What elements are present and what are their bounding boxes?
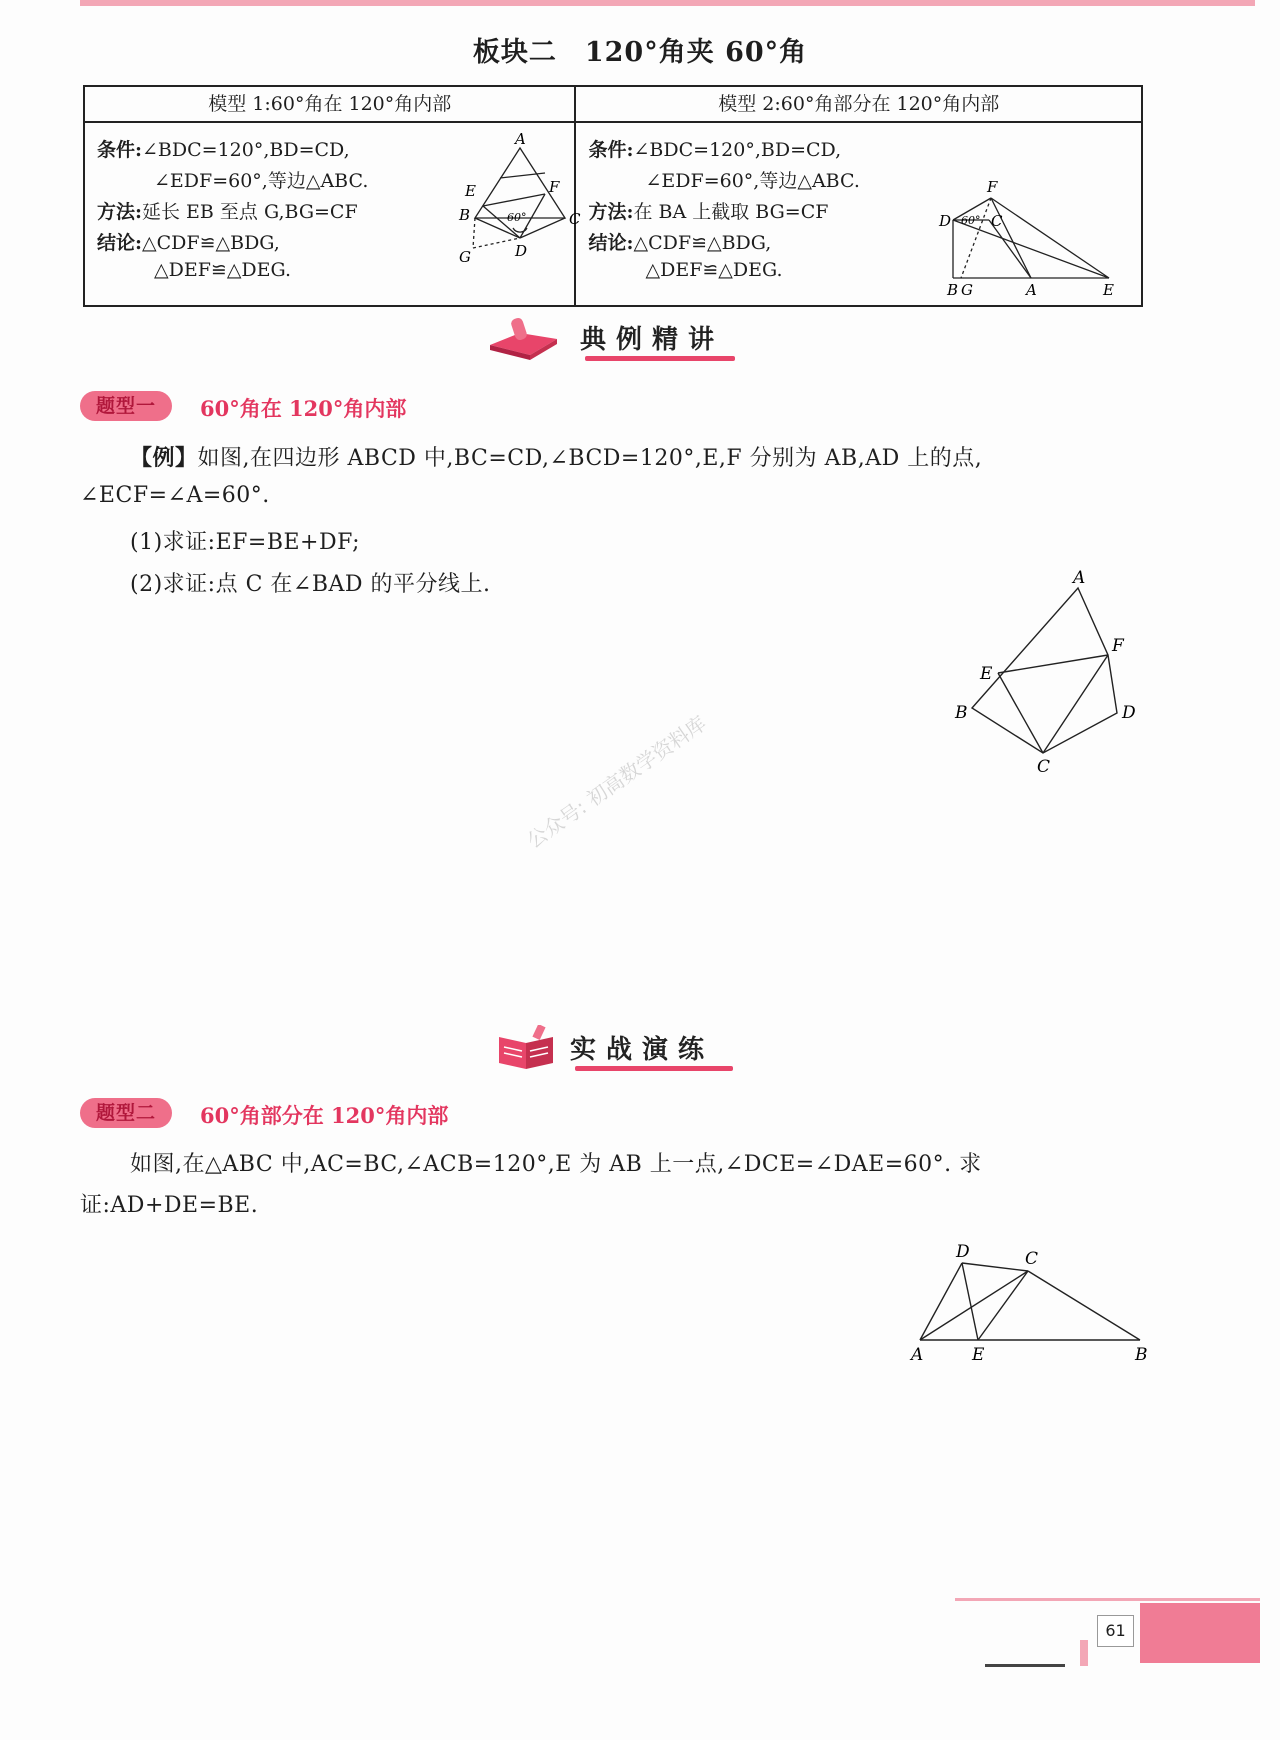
model1-method-text: 延长 EB 至点 G,BG=CF bbox=[142, 201, 358, 223]
model1-label-E: E bbox=[465, 182, 476, 200]
model2-label-C: C bbox=[991, 212, 1003, 230]
model1-label-G: G bbox=[459, 248, 471, 263]
example-line1 bbox=[130, 441, 982, 472]
section-banner-practice-text: 实战演练 bbox=[570, 1035, 715, 1065]
model1-conclusion-label: 结论: bbox=[97, 232, 143, 254]
model1-label-D: D bbox=[515, 242, 528, 260]
model1-cell bbox=[84, 122, 581, 306]
example-label-C: C bbox=[1037, 757, 1051, 777]
model2-cond-label: 条件: bbox=[588, 139, 634, 161]
example-figure bbox=[945, 565, 1145, 780]
watermark: 公众号: 初高数学资料库 bbox=[522, 711, 711, 853]
model2-conclusion-text2: △DEF≌△DEG. bbox=[645, 259, 783, 281]
bulb-book-icon bbox=[485, 315, 560, 361]
example-label-A: A bbox=[1073, 568, 1086, 588]
footer-decor-line2 bbox=[985, 1664, 1065, 1667]
model2-method-label: 方法: bbox=[588, 201, 634, 223]
model1-figure bbox=[445, 128, 595, 263]
practice-label-A: A bbox=[911, 1345, 924, 1365]
section-banner-examples-underline bbox=[585, 356, 735, 361]
section-banner-practice bbox=[495, 1025, 745, 1071]
footer-decor-bar1 bbox=[1080, 1640, 1088, 1666]
page-title: 板块二 120°角夹 60°角 bbox=[472, 37, 808, 68]
model2-header: 模型 2:60°角部分在 120°角内部 bbox=[575, 86, 1142, 122]
model2-method-text: 在 BA 上截取 BG=CF bbox=[633, 201, 829, 223]
model2-label-A: A bbox=[1026, 281, 1038, 298]
model2-label-D: D bbox=[939, 212, 952, 230]
model1-label-A: A bbox=[515, 130, 526, 148]
practice-label-C: C bbox=[1025, 1249, 1039, 1269]
practice-line2: 证:AD+DE=BE. bbox=[80, 1193, 259, 1218]
model1-label-B: B bbox=[459, 206, 471, 224]
section-banner-examples-text: 典例精讲 bbox=[580, 325, 725, 355]
model1-label-F: F bbox=[549, 178, 560, 196]
model1-cond-text2: ∠EDF=60°,等边△ABC. bbox=[154, 170, 369, 192]
example-line2: ∠ECF=∠A=60°. bbox=[80, 483, 270, 508]
model1-cond-text: ∠BDC=120°,BD=CD, bbox=[142, 139, 350, 161]
example-text1: 如图,在四边形 ABCD 中,BC=CD,∠BCD=120°,E,F 分别为 AB,AD 上的点, bbox=[197, 446, 983, 471]
practice-label-D: D bbox=[956, 1242, 970, 1262]
type1-title: 60°角在 120°角内部 bbox=[200, 396, 407, 421]
models-table bbox=[83, 85, 1143, 307]
footer-decor-line bbox=[955, 1598, 1260, 1601]
model1-conclusion-text2: △DEF≌△DEG. bbox=[154, 259, 292, 281]
tag-type2: 题型二 bbox=[80, 1098, 172, 1128]
model2-conclusion-label: 结论: bbox=[588, 232, 634, 254]
section-banner-practice-underline bbox=[575, 1066, 733, 1071]
model1-cond-label: 条件: bbox=[97, 139, 143, 161]
example-label-D: D bbox=[1122, 703, 1136, 723]
top-decor-bar bbox=[80, 0, 1255, 6]
model2-label-G: G bbox=[961, 281, 974, 298]
model2-conclusion-text: △CDF≌△BDG, bbox=[633, 232, 772, 254]
model1-conclusion-text: △CDF≌△BDG, bbox=[142, 232, 280, 254]
model2-label-E: E bbox=[1103, 281, 1115, 298]
model2-cond-text2: ∠EDF=60°,等边△ABC. bbox=[645, 170, 860, 192]
model1-header: 模型 1:60°角在 120°角内部 bbox=[84, 86, 575, 122]
example-label: 【例】 bbox=[130, 445, 198, 471]
model2-label-F: F bbox=[987, 178, 998, 196]
model2-cond-text: ∠BDC=120°,BD=CD, bbox=[633, 139, 842, 161]
practice-figure bbox=[900, 1240, 1155, 1365]
example-label-B: B bbox=[955, 703, 968, 723]
section-banner-examples bbox=[485, 315, 745, 361]
model2-label-B: B bbox=[947, 281, 959, 298]
tag-type1: 题型一 bbox=[80, 391, 172, 421]
model1-label-C: C bbox=[569, 210, 581, 228]
practice-label-B: B bbox=[1135, 1345, 1148, 1365]
practice-label-E: E bbox=[972, 1345, 985, 1365]
example-question1: (1)求证:EF=BE+DF; bbox=[130, 530, 361, 555]
model2-figure bbox=[931, 158, 1121, 298]
model1-angle-label: 60° bbox=[507, 211, 527, 224]
page-number: 61 bbox=[1097, 1615, 1134, 1647]
open-book-icon bbox=[495, 1025, 560, 1071]
practice-line1: 如图,在△ABC 中,AC=BC,∠ACB=120°,E 为 AB 上一点,∠DCE=∠DAE=60°. 求 bbox=[130, 1152, 982, 1177]
model2-cell bbox=[575, 122, 1142, 306]
footer-decor-block bbox=[1140, 1603, 1260, 1663]
type2-title: 60°角部分在 120°角内部 bbox=[200, 1103, 449, 1128]
example-label-E: E bbox=[980, 664, 993, 684]
model2-angle-label: 60° bbox=[961, 214, 981, 227]
example-question2: (2)求证:点 C 在∠BAD 的平分线上. bbox=[130, 572, 491, 597]
model1-method-label: 方法: bbox=[97, 201, 143, 223]
example-label-F: F bbox=[1112, 636, 1124, 656]
